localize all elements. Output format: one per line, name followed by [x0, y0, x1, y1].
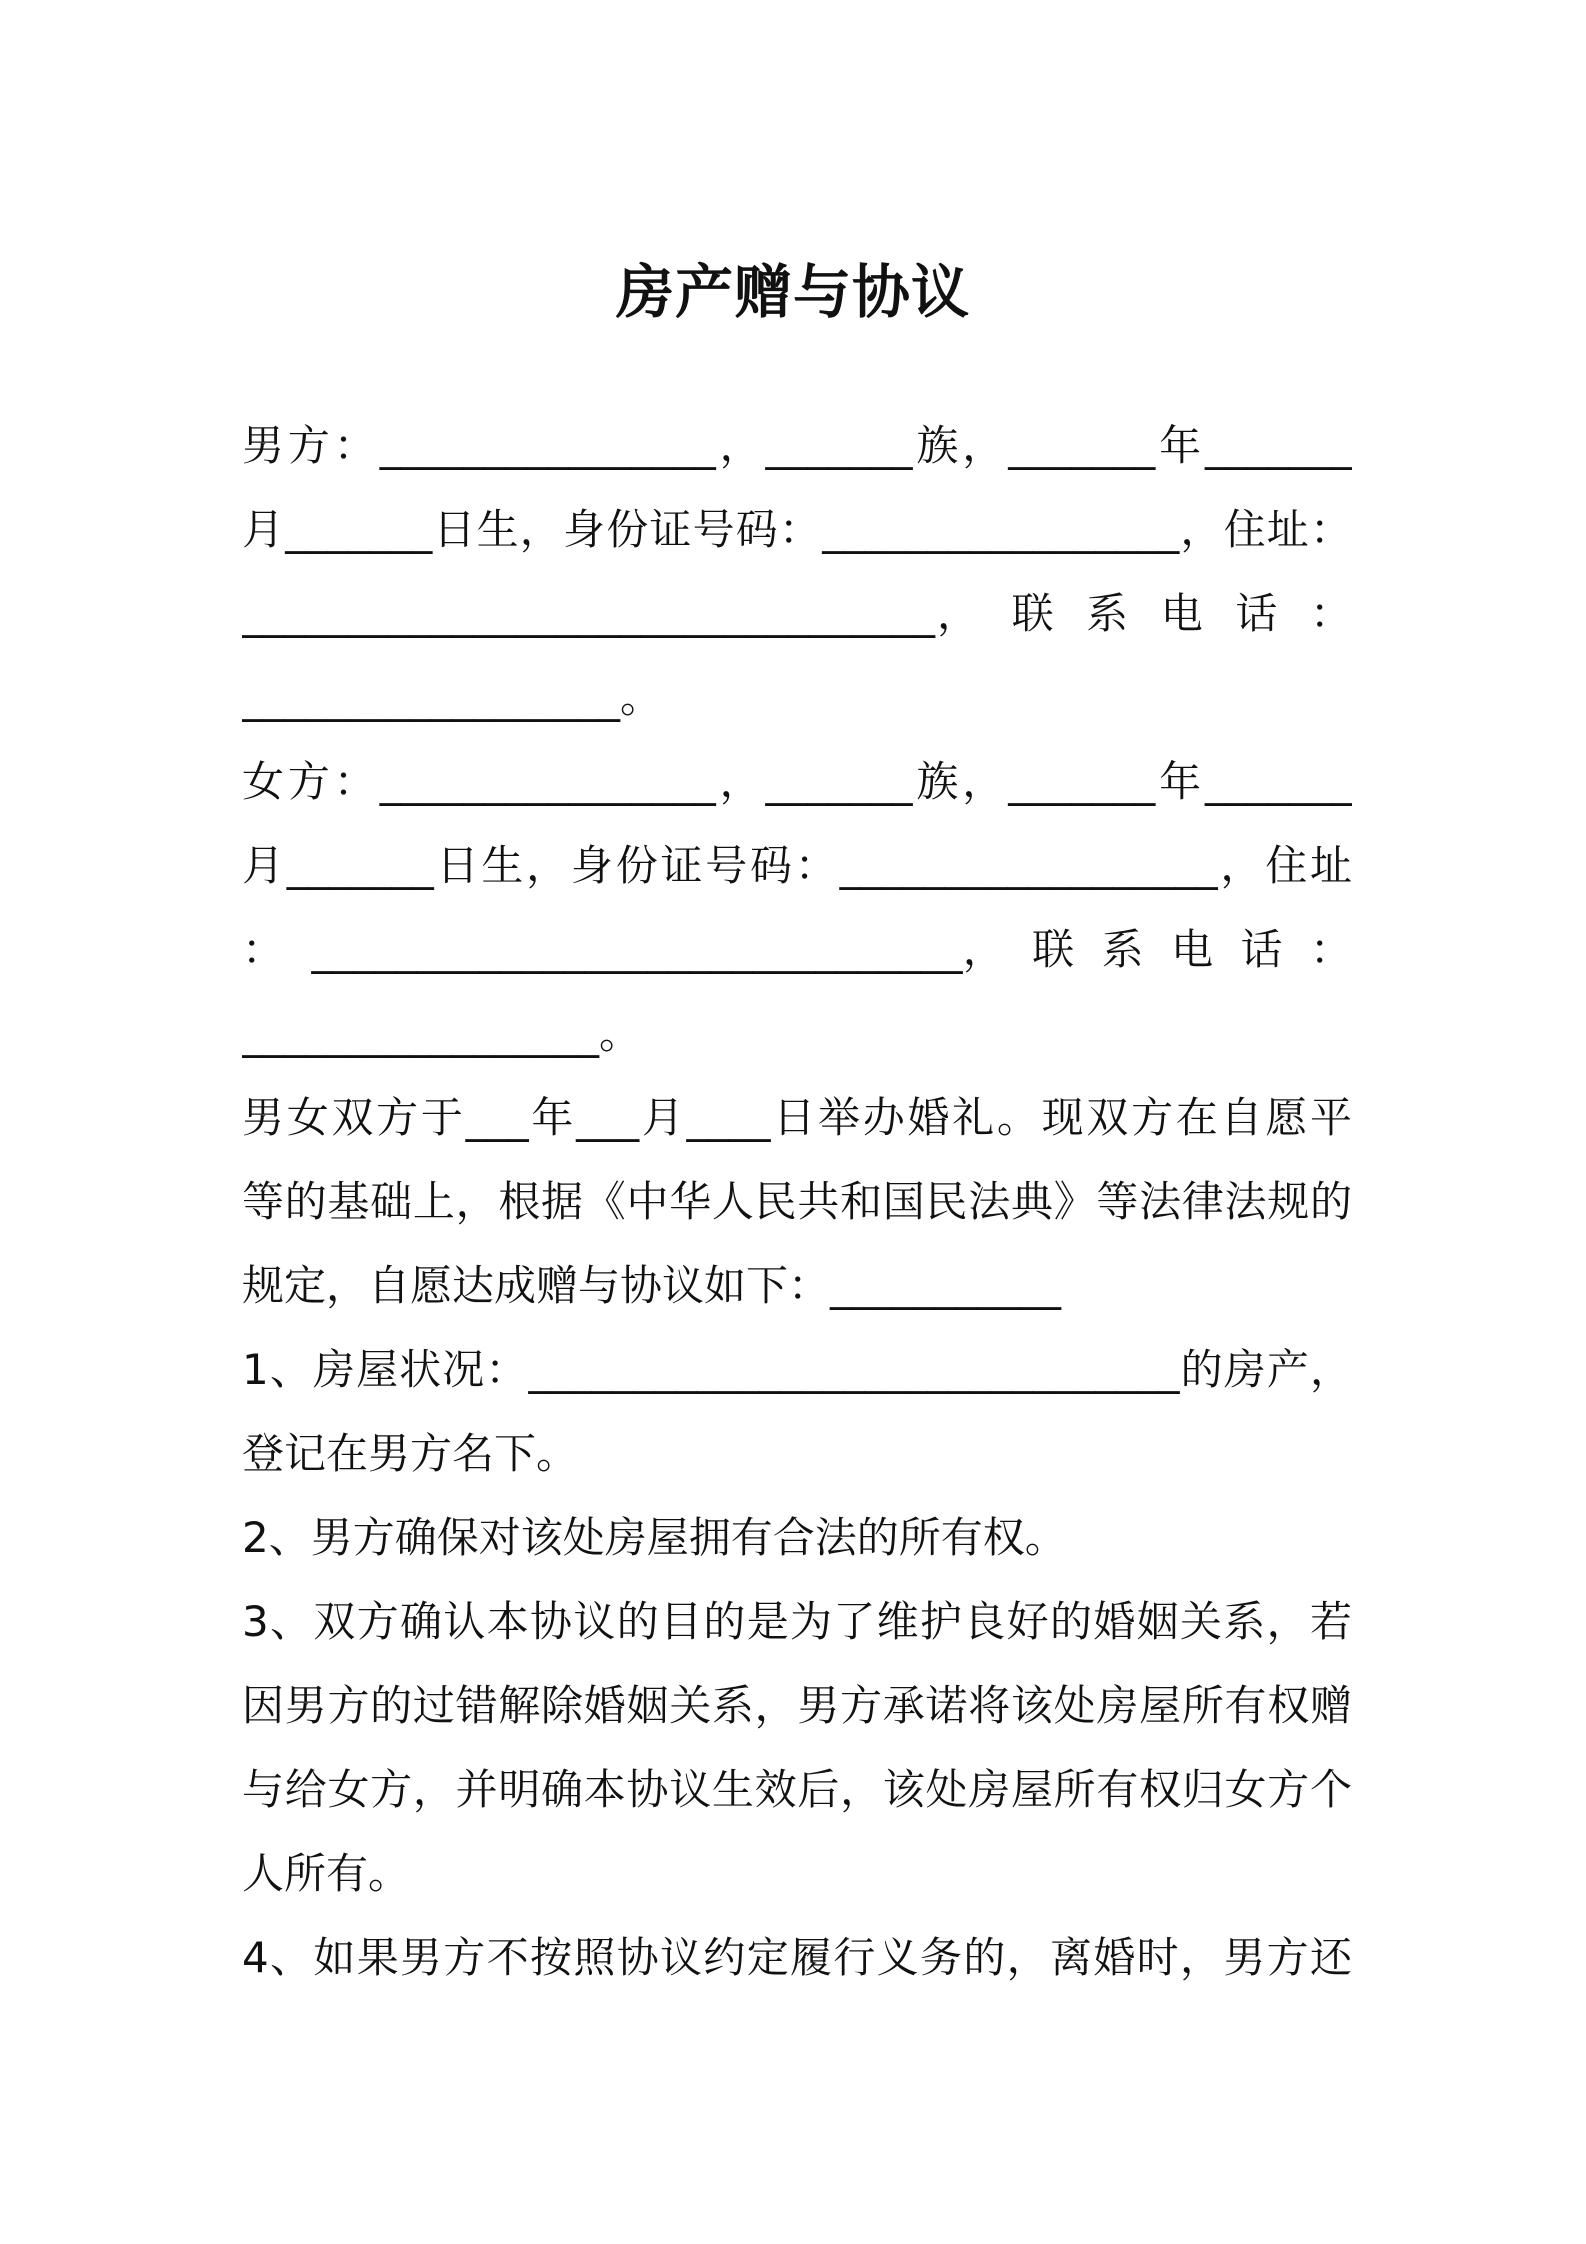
wife-info-line-3: ： _______________________________， 联 系 电 话 ： — [242, 925, 1352, 974]
clause-3-line-1: 3、双方确认本协议的目的是为了维护良好的婚姻关系，若 — [242, 1597, 1352, 1646]
preamble-line-2: 等的基础上，根据《中华人民共和国民法典》等法律法规的 — [242, 1177, 1352, 1226]
preamble-line-3: 规定，自愿达成赠与协议如下：___________ — [242, 1261, 1062, 1310]
wife-info-line-1: 女方：________________，_______族，_______年_______ — [242, 757, 1352, 806]
clause-1-line-1: 1、房屋状况：_______________________________的房产， — [242, 1345, 1352, 1394]
document-title: 房产赠与协议 — [615, 258, 970, 326]
clause-3-line-3: 与给女方，并明确本协议生效后，该处房屋所有权归女方个 — [242, 1765, 1352, 1814]
husband-info-line-4: __________________。 — [242, 673, 663, 722]
wife-info-line-2: 月_______日生，身份证号码：__________________，住址 — [242, 841, 1352, 890]
preamble-line-1: 男女双方于___年___月____日举办婚礼。现双方在自愿平 — [242, 1093, 1352, 1142]
clause-4-line-1: 4、如果男方不按照协议约定履行义务的，离婚时，男方还 — [242, 1933, 1352, 1982]
husband-info-line-3: _________________________________， 联 系 电 话 ： — [242, 589, 1352, 638]
clause-2-line-1: 2、男方确保对该处房屋拥有合法的所有权。 — [242, 1513, 1067, 1562]
husband-info-line-1: 男方：________________，_______族，_______年_______ — [242, 421, 1352, 470]
clause-3-line-2: 因男方的过错解除婚姻关系，男方承诺将该处房屋所有权赠 — [242, 1681, 1352, 1730]
wife-info-line-4: _________________。 — [242, 1009, 642, 1058]
clause-3-line-4: 人所有。 — [242, 1849, 411, 1898]
document-body — [242, 404, 1352, 2000]
clause-1-line-2: 登记在男方名下。 — [242, 1429, 579, 1478]
husband-info-line-2: 月_______日生，身份证号码：_________________，住址： — [242, 505, 1352, 554]
